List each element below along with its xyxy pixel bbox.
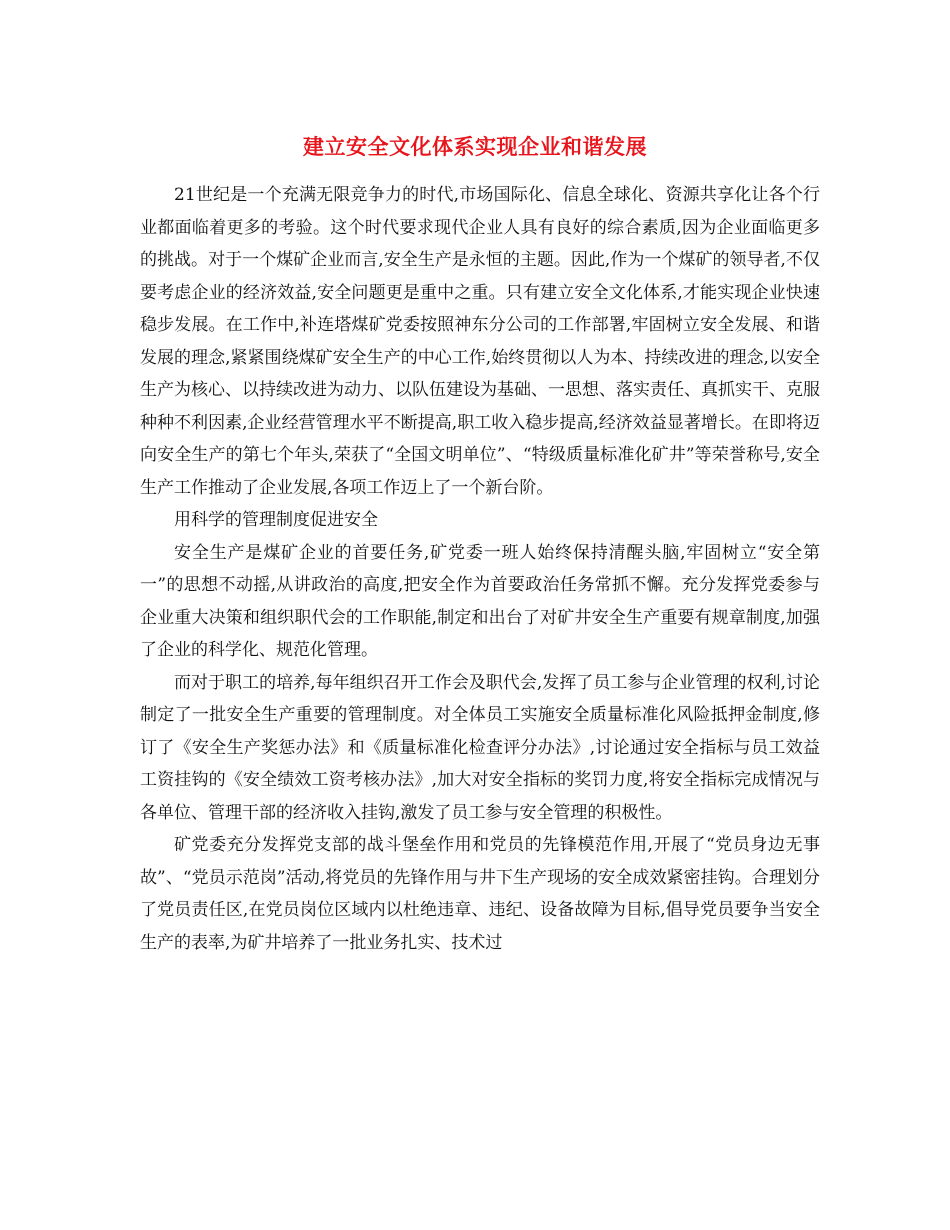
- paragraph-safety-first: 安全生产是煤矿企业的首要任务,矿党委一班人始终保持清醒头脑,牢固树立“安全第一”的思想不动摇,从讲政治的高度,把安全作为首要政治任务常抓不懈。充分发挥党委参与企业重大决策和组织职代会的工作职能,制定和出台了对矿井安全生产重要有规章制度,加强了企业的科学化、规范化管理。: [140, 542, 820, 660]
- paragraph-intro: 21世纪是一个充满无限竞争力的时代,市场国际化、信息全球化、资源共享化让各个行业都面临着更多的考验。这个时代要求现代企业人具有良好的综合素质,因为企业面临更多的挑战。对于一个煤矿企业而言,安全生产是永恒的主题。因此,作为一个煤矿的领导者,不仅要考虑企业的经济效益,安全问题更是重中之重。只有建立安全文化体系,才能实现企业快速稳步发展。在工作中,补连塔煤矿党委按照神东分公司的工作部署,牢固树立安全发展、和谐发展的理念,紧紧围绕煤矿安全生产的中心工作,始终贯彻以人为本、持续改进的理念,以安全生产为核心、以持续改进为动力、以队伍建设为基础、一思想、落实责任、真抓实干、克服种种不利因素,企业经营管理水平不断提高,职工收入稳步提高,经济效益显著增长。在即将迈向安全生产的第七个年头,荣获了“全国文明单位”、“特级质量标准化矿井”等荣誉称号,安全生产工作推动了企业发展,各项工作迈上了一个新台阶。: [140, 185, 820, 498]
- document-body: [140, 179, 820, 959]
- document-title: 建立安全文化体系实现企业和谐发展: [303, 135, 647, 160]
- paragraph-party-role: 矿党委充分发挥党支部的战斗堡垒作用和党员的先锋模范作用,开展了“党员身边无事故”、“党员示范岗”活动,将党员的先锋作用与井下生产现场的安全成效紧密挂钩。合理划分了党员责任区,在党员岗位区域内以杜绝违章、违纪、设备故障为目标,倡导党员要争当安全生产的表率,为矿井培养了一批业务扎实、技术过: [140, 835, 820, 953]
- paragraph-staff-training: 而对于职工的培养,每年组织召开工作会及职代会,发挥了员工参与企业管理的权利,讨论制定了一批安全生产重要的管理制度。对全体员工实施安全质量标准化风险抵押金制度,修订了《安全生产奖惩办法》和《质量标准化检查评分办法》,讨论通过安全指标与员工效益工资挂钩的《安全绩效工资考核办法》,加大对安全指标的奖罚力度,将安全指标完成情况与各单位、管理干部的经济收入挂钩,激发了员工参与安全管理的积极性。: [140, 672, 820, 823]
- section-heading: 用科学的管理制度促进安全: [174, 510, 378, 530]
